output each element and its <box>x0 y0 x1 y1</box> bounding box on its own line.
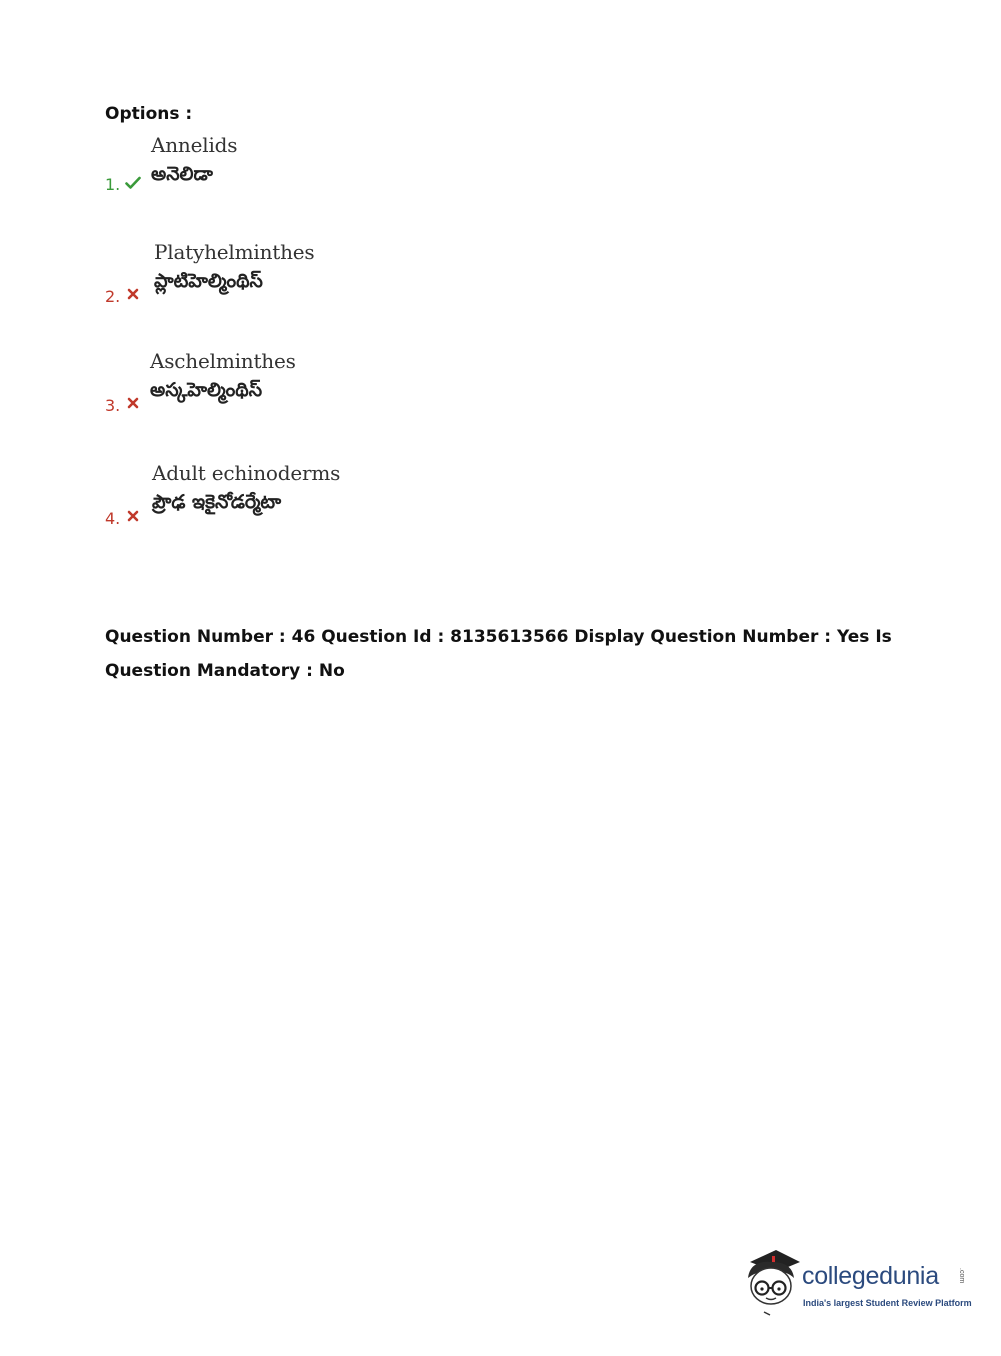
option-2 <box>105 238 505 328</box>
option-number: 4. <box>105 509 121 528</box>
option-telugu: అస్కహెల్మింథిస్ <box>150 379 263 401</box>
cross-icon <box>125 286 141 302</box>
option-4 <box>105 459 505 549</box>
option-english: Aschelminthes <box>150 349 296 373</box>
logo-name: collegedunia <box>802 1262 939 1290</box>
options-heading: Options : <box>105 104 193 124</box>
option-telugu: ప్లాటిహెల్మింథిస్ <box>154 270 263 292</box>
question-meta: Question Number : 46 Question Id : 8135613566 Display Question Number : Yes Is Question Mandatory : No <box>105 627 892 681</box>
option-english: Adult echinoderms <box>152 461 341 485</box>
option-english: Platyhelminthes <box>154 240 315 264</box>
cross-icon <box>125 508 141 524</box>
option-number: 1. <box>105 175 121 194</box>
option-number: 3. <box>105 396 121 415</box>
option-telugu: అనెలిడా <box>151 163 213 185</box>
logo-suffix: .com <box>958 1268 965 1284</box>
option-3 <box>105 347 505 437</box>
option-english: Annelids <box>151 133 238 157</box>
mascot-icon <box>742 1248 804 1318</box>
option-telugu: ప్రౌఢ ఇకైనోడర్మేటా <box>152 491 282 513</box>
option-1 <box>105 130 505 220</box>
cross-icon <box>125 395 141 411</box>
logo-tagline: India's largest Student Review Platform <box>803 1298 972 1308</box>
option-number: 2. <box>105 287 121 306</box>
collegedunia-logo <box>742 1248 972 1318</box>
check-icon <box>125 175 141 191</box>
